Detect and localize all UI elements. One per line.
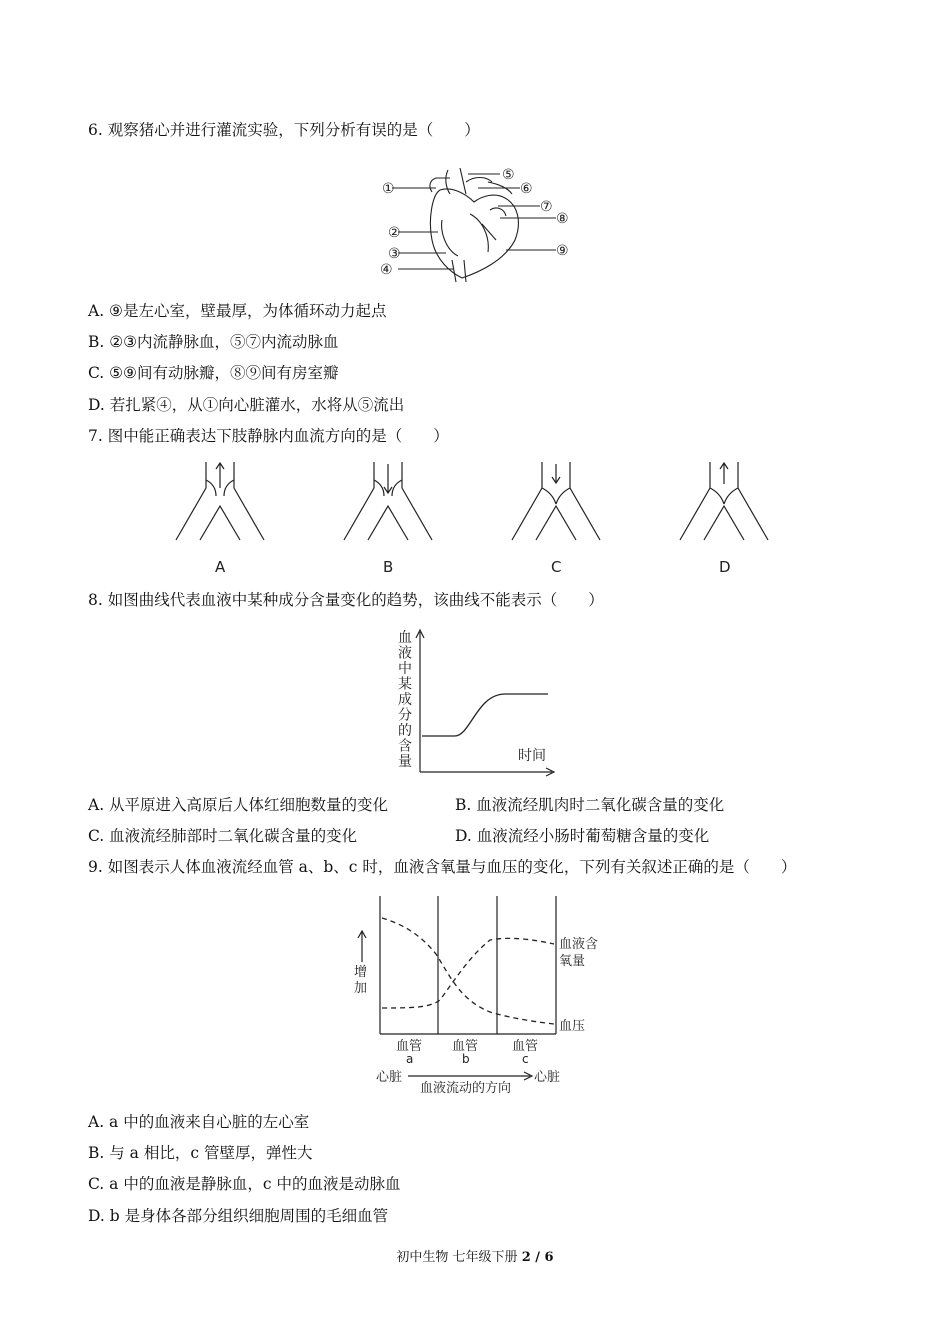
q9-oxygen-label-1: 血液含 <box>559 937 599 952</box>
q8-ylabel-char: 某 <box>398 676 412 693</box>
q8-option-a: A. 从平原进入高原后人体红细胞数量的变化 <box>88 796 389 814</box>
vein-valve-diagrams <box>170 458 780 583</box>
vein-diagram-b <box>344 462 432 540</box>
q8-option-b: B. 血液流经肌肉时二氧化碳含量的变化 <box>455 796 725 814</box>
q6-option-c: C. ⑤⑨间有动脉瓣，⑧⑨间有房室瓣 <box>88 364 339 382</box>
q9-stem: 9. 如图表示人体血液流经血管 a、b、c 时，血液含氧量与血压的变化，下列有关叙述正确的是（ ） <box>88 858 797 876</box>
heart-label-5: ⑤ <box>502 167 515 183</box>
q9-vessel-b-letter: b <box>462 1052 470 1066</box>
q6-stem: 6. 观察猪心并进行灌流实验，下列分析有误的是（ ） <box>88 121 480 139</box>
q9-y-label-1: 增 <box>354 965 368 980</box>
q9-option-b: B. 与 a 相比，c 管壁厚，弹性大 <box>88 1144 313 1162</box>
vein-option-d-label: D <box>719 558 731 576</box>
q8-y-axis-label <box>398 630 412 770</box>
page-number: 2 / 6 <box>521 1250 554 1265</box>
vein-diagram-a <box>176 462 264 540</box>
q8-ylabel-char: 含 <box>398 738 412 755</box>
q9-option-c: C. a 中的血液是静脉血，c 中的血液是动脉血 <box>88 1175 401 1193</box>
q8-option-d: D. 血液流经小肠时葡萄糖含量的变化 <box>455 827 710 845</box>
q9-pressure-label: 血压 <box>559 1019 586 1034</box>
q9-vessel-c-letter: c <box>522 1052 529 1066</box>
q8-option-c: C. 血液流经肺部时二氧化碳含量的变化 <box>88 827 358 845</box>
q8-ylabel-char: 量 <box>398 754 412 770</box>
q8-ylabel-char: 成 <box>398 692 412 708</box>
q8-x-axis-label: 时间 <box>518 748 546 764</box>
q6-option-d: D. 若扎紧④，从①向心脏灌水，水将从⑤流出 <box>88 396 405 414</box>
q8-ylabel-char: 分 <box>398 707 412 724</box>
q8-ylabel-char: 的 <box>398 723 412 739</box>
q9-blood-pressure-curve <box>382 918 554 1024</box>
q9-vessel-a-label: 血管 <box>396 1039 423 1054</box>
heart-label-3: ③ <box>388 246 401 262</box>
q9-chart <box>340 890 620 1100</box>
q8-ylabel-char: 血 <box>398 630 412 646</box>
heart-label-2: ② <box>388 225 401 241</box>
q6-option-b: B. ②③内流静脉血，⑤⑦内流动脉血 <box>88 333 339 351</box>
q9-option-a: A. a 中的血液来自心脏的左心室 <box>88 1113 310 1131</box>
vein-diagram-d <box>680 462 768 540</box>
vein-option-a-label: A <box>215 558 226 576</box>
q9-heart-left-label: 心脏 <box>376 1070 403 1085</box>
heart-label-4: ④ <box>380 262 393 278</box>
q9-heart-right-label: 心脏 <box>534 1070 561 1085</box>
page-footer <box>0 1246 950 1265</box>
q8-ylabel-char: 液 <box>398 645 412 662</box>
heart-label-1: ① <box>382 181 395 197</box>
q9-oxygen-label-2: 氧量 <box>559 954 586 969</box>
footer-text: 初中生物 七年级下册 <box>396 1250 522 1265</box>
q9-vessel-c-label: 血管 <box>512 1039 539 1054</box>
heart-diagram <box>370 160 590 285</box>
q7-stem: 7. 图中能正确表达下肢静脉内血流方向的是（ ） <box>88 427 449 445</box>
q8-stem: 8. 如图曲线代表血液中某种成分含量变化的趋势，该曲线不能表示（ ） <box>88 591 604 609</box>
vein-option-c-label: C <box>551 558 562 576</box>
q9-vessel-a-letter: a <box>406 1052 414 1066</box>
heart-label-7: ⑦ <box>540 199 553 215</box>
q9-option-d: D. b 是身体各部分组织细胞周围的毛细血管 <box>88 1207 389 1225</box>
q9-vessel-b-label: 血管 <box>452 1039 479 1054</box>
q8-curve-line <box>422 694 548 736</box>
vein-diagram-c <box>512 462 600 540</box>
heart-label-8: ⑧ <box>556 211 569 227</box>
q9-y-label-2: 加 <box>354 981 368 996</box>
heart-label-9: ⑨ <box>556 243 569 259</box>
q9-oxygen-curve <box>382 938 554 1008</box>
q8-ylabel-char: 中 <box>398 661 412 677</box>
q8-chart <box>390 624 560 780</box>
vein-option-b-label: B <box>383 558 394 576</box>
heart-label-6: ⑥ <box>520 181 533 197</box>
q6-option-a: A. ⑨是左心室，壁最厚，为体循环动力起点 <box>88 302 387 320</box>
q9-flow-direction-label: 血液流动的方向 <box>420 1081 512 1096</box>
